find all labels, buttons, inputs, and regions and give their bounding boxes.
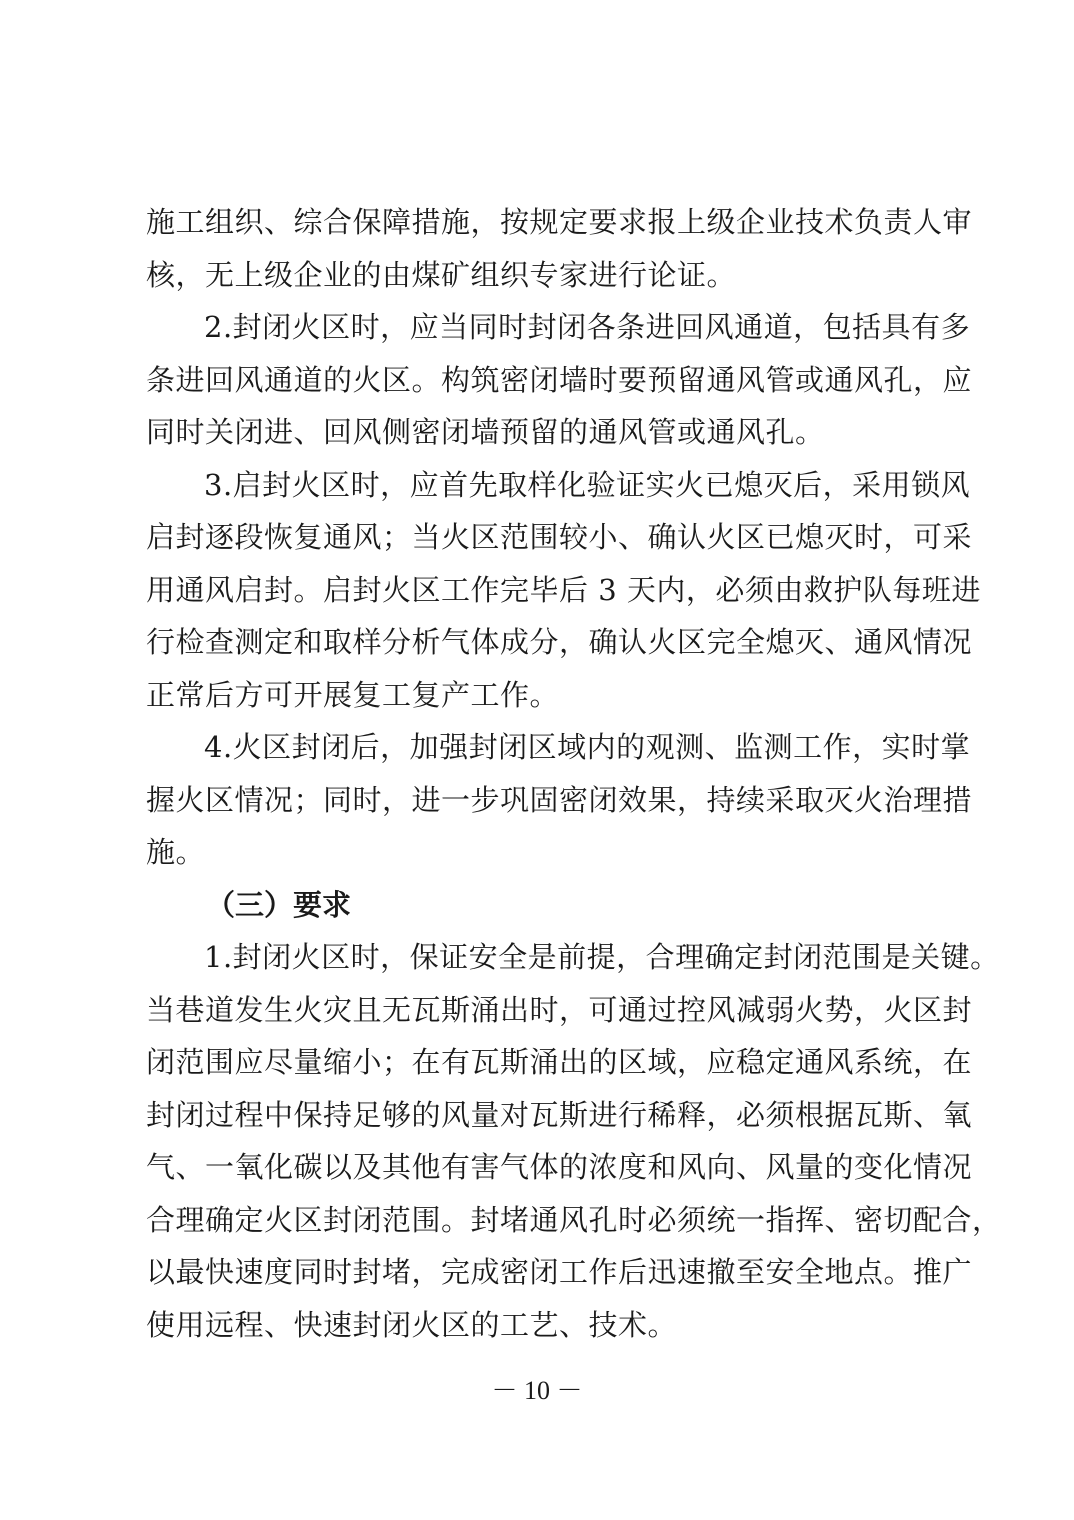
paragraph-line: 握火区情况；同时，进一步巩固密闭效果，持续采取灭火治理措 [146,782,973,817]
paragraph-line: 施。 [146,835,206,869]
body-text [146,196,1002,1351]
paragraph-line: 1.封闭火区时，保证安全是前提，合理确定封闭范围是关键。 [204,940,1000,974]
paragraph-line: 3.启封火区时，应首先取样化验证实火已熄灭后，采用锁风 [204,467,971,502]
paragraph-line: 封闭过程中保持足够的风量对瓦斯进行稀释，必须根据瓦斯、氧 [146,1097,973,1132]
paragraph-line: 当巷道发生火灾且无瓦斯涌出时，可通过控风减弱火势，火区封 [146,992,973,1027]
paragraph-line: 使用远程、快速封闭火区的工艺、技术。 [146,1307,678,1342]
paragraph-line: 用通风启封。启封火区工作完毕后 3 天内，必须由救护队每班进 [146,572,981,607]
paragraph-line: 气、一氧化碳以及其他有害气体的浓度和风向、风量的变化情况 [146,1150,973,1184]
paragraph-line: 同时关闭进、回风侧密闭墙预留的通风管或通风孔。 [146,415,825,449]
paragraph-line: 4.火区封闭后，加强封闭区域内的观测、监测工作，实时掌 [204,730,971,764]
section-heading: （三）要求 [206,887,352,922]
paragraph-line: 闭范围应尽量缩小；在有瓦斯涌出的区域，应稳定通风系统，在 [146,1045,973,1079]
paragraph-line: 合理确定火区封闭范围。封堵通风孔时必须统一指挥、密切配合， [146,1202,1002,1237]
paragraph-line: 2.封闭火区时，应当同时封闭各条进回风通道，包括具有多 [204,310,971,344]
paragraph-line: 行检查测定和取样分析气体成分，确认火区完全熄灭、通风情况 [146,625,973,659]
paragraph-line: 正常后方可开展复工复产工作。 [146,677,560,712]
paragraph-line: 条进回风通道的火区。构筑密闭墙时要预留通风管或通风孔，应 [146,362,973,397]
paragraph-line: 核，无上级企业的由煤矿组织专家进行论证。 [146,257,737,292]
paragraph-line: 以最快速度同时封堵，完成密闭工作后迅速撤至安全地点。推广 [146,1255,973,1289]
paragraph-line: 施工组织、综合保障措施，按规定要求报上级企业技术负责人审 [146,205,973,239]
page-number: － 10 － [491,1376,583,1405]
paragraph-line: 启封逐段恢复通风；当火区范围较小、确认火区已熄灭时，可采 [146,520,973,554]
